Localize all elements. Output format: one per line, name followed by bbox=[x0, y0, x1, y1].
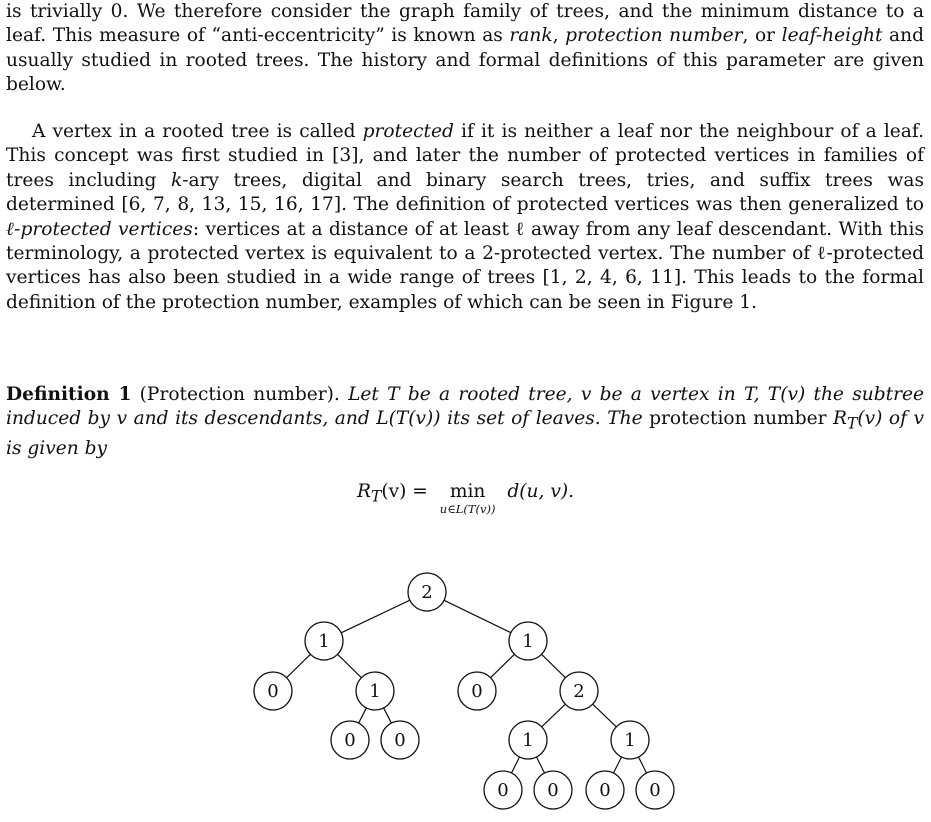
tree-node bbox=[408, 573, 446, 611]
definition-term: protection number bbox=[649, 408, 827, 430]
tree-node-label: 0 bbox=[599, 780, 611, 801]
formula-r: R bbox=[357, 481, 371, 502]
tree-node bbox=[254, 672, 292, 710]
tree-node bbox=[458, 672, 496, 710]
tree-edge bbox=[542, 704, 566, 727]
formula-lhs-rest: (v) = bbox=[381, 481, 428, 502]
p2-text-a: A vertex in a rooted tree is called bbox=[32, 121, 363, 142]
definition-1 bbox=[6, 383, 924, 461]
protection-number-formula bbox=[0, 481, 931, 515]
formula-r-sub: T bbox=[371, 487, 382, 506]
tree-node bbox=[636, 771, 674, 809]
p1-text-b: , bbox=[552, 25, 566, 47]
term-rank: rank bbox=[509, 25, 553, 47]
k-symbol: k bbox=[170, 169, 183, 191]
tree-node bbox=[305, 622, 343, 660]
tree-node bbox=[560, 672, 598, 710]
tree-edge bbox=[542, 654, 566, 677]
tree-edge bbox=[341, 600, 410, 633]
tree-node-label: 0 bbox=[497, 780, 509, 801]
tree-edge bbox=[384, 708, 392, 723]
tree-node-label: 1 bbox=[369, 681, 381, 702]
tree-edge bbox=[359, 708, 367, 723]
tree-node-label: 0 bbox=[267, 681, 279, 702]
tree-node-label: 2 bbox=[573, 681, 585, 702]
tree-edge bbox=[613, 757, 621, 773]
formula-rhs: d(u, v). bbox=[507, 481, 574, 502]
definition-text-a: Let T be a rooted tree, v be a vertex in T, T(v) the subtree induced by v and its descendants, and L(T(v)) its set of leaves. The bbox=[6, 384, 924, 430]
tree-edge bbox=[593, 704, 617, 727]
tree-node-label: 1 bbox=[318, 631, 330, 652]
p2-text-d: : vertices at a distance of at least ℓ away from any leaf descendant. With this terminology, a protected vertex is equivalent to a 2-protected vertex. The number of ℓ-protected vertices has also been studied in a wide range of trees [1, 2, 4, 6, 11]. This leads to the formal definition of the protection number, examples of which can be seen in Figure 1. bbox=[6, 218, 924, 313]
tree-node-label: 2 bbox=[421, 582, 433, 603]
tree-node bbox=[331, 721, 369, 759]
tree-edge bbox=[338, 654, 362, 677]
tree-edge bbox=[536, 757, 544, 773]
tree-node-label: 0 bbox=[649, 780, 661, 801]
definition-sub: T bbox=[847, 415, 858, 434]
formula-min-sub: u∈L(T(v)) bbox=[439, 502, 496, 516]
tree-node bbox=[534, 771, 572, 809]
tree-node bbox=[356, 672, 394, 710]
tree-node-label: 1 bbox=[522, 631, 534, 652]
tree-node-label: 0 bbox=[471, 681, 483, 702]
tree-node bbox=[509, 721, 547, 759]
tree-node-label: 1 bbox=[624, 730, 636, 751]
tree-edge bbox=[444, 600, 511, 632]
tree-node-label: 0 bbox=[344, 730, 356, 751]
protection-number-tree-figure bbox=[0, 560, 931, 822]
p2-text-c: -ary trees, digital and binary search trees, tries, and suffix trees was determined [6, 7, 8, 13, 15, 16, 17]. The definition of protected vertices was then generalized to bbox=[6, 169, 925, 216]
term-l-protected: ℓ-protected vertices bbox=[6, 218, 193, 240]
term-protected: protected bbox=[362, 121, 454, 142]
definition-name: (Protection number). bbox=[131, 384, 340, 405]
tree-node bbox=[484, 771, 522, 809]
tree-edge bbox=[287, 654, 311, 677]
p2-text-b: if it is neither a leaf nor the neighbour of a leaf. This concept was first studied in [3], and later the number of protected vertices in families of trees including bbox=[6, 121, 925, 191]
tree-node-label: 0 bbox=[547, 780, 559, 801]
tree-edge bbox=[491, 654, 515, 677]
p1-text-a: is trivially 0. We therefore consider the graph family of trees, and the minimum distance to a leaf. This measure of “anti-eccentricity” is known as bbox=[6, 1, 924, 47]
tree-node-label: 0 bbox=[394, 730, 406, 751]
formula-min bbox=[440, 481, 496, 515]
p1-text-d: and usually studied in rooted trees. The history and formal definitions of this parameter are given below. bbox=[6, 25, 924, 96]
definition-text-b: R bbox=[826, 408, 848, 430]
definition-text-c: (v) of v is given by bbox=[6, 408, 925, 459]
paragraph-1 bbox=[6, 0, 924, 98]
term-leaf-height: leaf-height bbox=[781, 25, 883, 47]
p1-text-c: , or bbox=[742, 25, 782, 47]
tree-node bbox=[611, 721, 649, 759]
tree-node bbox=[509, 622, 547, 660]
tree-edge bbox=[511, 757, 519, 773]
tree-node-label: 1 bbox=[522, 730, 534, 751]
definition-label: Definition 1 bbox=[6, 384, 132, 405]
term-protection-number: protection number bbox=[565, 25, 743, 47]
formula-min-op: min bbox=[449, 481, 486, 502]
paragraph-2 bbox=[6, 120, 924, 315]
tree-node bbox=[586, 771, 624, 809]
tree-node bbox=[381, 721, 419, 759]
formula-lhs bbox=[357, 481, 428, 506]
tree-edge bbox=[638, 757, 646, 773]
